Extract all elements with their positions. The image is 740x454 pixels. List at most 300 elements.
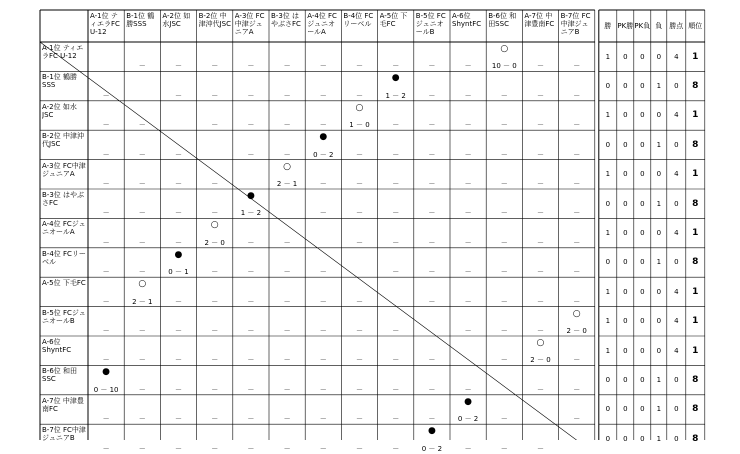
match-cell <box>233 424 269 453</box>
match-cell <box>378 424 414 453</box>
match-empty-mark: － <box>355 415 363 424</box>
match-cell <box>559 395 595 424</box>
match-cell <box>269 218 305 247</box>
match-cell <box>124 395 160 424</box>
match-empty-mark: － <box>211 415 219 424</box>
stat-value: 0 <box>674 376 679 385</box>
match-cell <box>88 130 124 159</box>
match-empty-mark: － <box>500 121 508 130</box>
match-result-mark: ● <box>464 396 473 407</box>
self-match-cell <box>486 365 522 394</box>
match-empty-mark: － <box>392 209 400 218</box>
match-cell <box>124 160 160 189</box>
match-result-mark: ○ <box>283 161 292 172</box>
stat-value: 1 <box>656 140 662 149</box>
match-empty-mark: － <box>536 326 544 335</box>
stat-value: 0 <box>605 405 611 414</box>
match-empty-mark: － <box>428 179 436 188</box>
match-cell <box>269 277 305 306</box>
match-cell <box>341 160 377 189</box>
match-cell <box>559 277 595 306</box>
match-cell <box>559 336 595 365</box>
match-empty-mark: － <box>392 415 400 424</box>
stat-value: 0 <box>640 346 645 355</box>
match-empty-mark: － <box>355 62 363 71</box>
match-cell <box>450 395 486 424</box>
match-cell <box>160 248 196 277</box>
rank-value: 8 <box>692 81 699 92</box>
match-cell <box>341 42 377 71</box>
stat-value: 0 <box>674 434 679 443</box>
stat-value: 0 <box>640 229 645 238</box>
stat-value: 0 <box>640 405 645 414</box>
stat-value: 0 <box>656 52 662 61</box>
match-empty-mark: － <box>319 121 327 130</box>
match-empty-mark: － <box>392 238 400 247</box>
match-empty-mark: － <box>428 415 436 424</box>
stat-value: 1 <box>605 317 611 326</box>
match-empty-mark: － <box>319 91 327 100</box>
rank-value: 1 <box>692 51 699 62</box>
match-cell <box>486 101 522 130</box>
match-empty-mark: － <box>102 209 110 218</box>
match-empty-mark: － <box>247 121 255 130</box>
stat-value: 0 <box>605 82 611 91</box>
match-cell <box>233 395 269 424</box>
match-empty-mark: － <box>319 209 327 218</box>
match-cell <box>341 218 377 247</box>
match-cell <box>450 424 486 453</box>
stat-value: 0 <box>656 287 662 296</box>
match-empty-mark: － <box>464 297 472 306</box>
rank-value: 1 <box>692 345 699 356</box>
match-cell <box>269 71 305 100</box>
stat-value: 0 <box>605 258 611 267</box>
match-cell <box>197 101 233 130</box>
match-empty-mark: － <box>174 444 182 453</box>
match-empty-mark: － <box>102 179 110 188</box>
match-score: 2 － 1 <box>276 179 298 188</box>
match-cell <box>233 71 269 100</box>
match-cell <box>269 101 305 130</box>
match-empty-mark: － <box>536 268 544 277</box>
match-cell <box>269 336 305 365</box>
self-match-cell <box>378 277 414 306</box>
self-match-cell <box>233 160 269 189</box>
match-cell <box>305 277 341 306</box>
self-match-cell <box>414 307 450 336</box>
match-empty-mark: － <box>319 268 327 277</box>
match-cell <box>450 277 486 306</box>
match-cell <box>414 395 450 424</box>
self-match-cell <box>305 218 341 247</box>
match-cell <box>88 160 124 189</box>
rank-value: 1 <box>692 110 699 121</box>
match-empty-mark: － <box>500 356 508 365</box>
match-cell <box>522 336 558 365</box>
match-result-mark: ○ <box>355 102 364 113</box>
stat-value: 4 <box>674 317 679 326</box>
rank-value: 1 <box>692 286 699 297</box>
stat-value: 0 <box>605 376 611 385</box>
match-cell <box>486 424 522 453</box>
match-empty-mark: － <box>174 150 182 159</box>
match-empty-mark: － <box>392 121 400 130</box>
match-cell <box>559 160 595 189</box>
match-cell <box>522 71 558 100</box>
match-empty-mark: － <box>428 91 436 100</box>
stat-value: 1 <box>605 170 611 179</box>
match-empty-mark: － <box>464 238 472 247</box>
match-cell <box>414 277 450 306</box>
stat-value: 0 <box>623 434 628 443</box>
match-empty-mark: － <box>102 415 110 424</box>
match-empty-mark: － <box>500 150 508 159</box>
match-cell <box>522 277 558 306</box>
match-empty-mark: － <box>355 150 363 159</box>
stat-value: 0 <box>656 317 662 326</box>
column-header-team: B-5位 FCジュニオールB <box>415 12 446 36</box>
match-empty-mark: － <box>174 356 182 365</box>
match-cell <box>124 42 160 71</box>
stat-value: 0 <box>640 199 645 208</box>
match-empty-mark: － <box>138 62 146 71</box>
match-empty-mark: － <box>174 326 182 335</box>
stat-value: 0 <box>640 82 645 91</box>
rank-value: 8 <box>692 433 699 444</box>
match-result-mark: ○ <box>138 279 147 290</box>
rank-value: 8 <box>692 404 699 415</box>
match-empty-mark: － <box>573 356 581 365</box>
match-empty-mark: － <box>355 179 363 188</box>
stat-value: 4 <box>674 229 679 238</box>
match-empty-mark: － <box>102 150 110 159</box>
match-cell <box>197 307 233 336</box>
match-empty-mark: － <box>247 385 255 394</box>
match-cell <box>559 365 595 394</box>
match-cell <box>559 248 595 277</box>
row-header-team: B-3位 はやぶさFC <box>42 191 85 207</box>
stat-value: 1 <box>656 434 662 443</box>
match-empty-mark: － <box>283 150 291 159</box>
match-empty-mark: － <box>174 297 182 306</box>
match-empty-mark: － <box>392 356 400 365</box>
match-score: 0 － 2 <box>313 150 334 159</box>
match-cell <box>378 307 414 336</box>
column-header-team: B-4位 FCリーベル <box>343 12 374 28</box>
match-cell <box>124 277 160 306</box>
match-cell <box>414 365 450 394</box>
match-empty-mark: － <box>138 444 146 453</box>
match-score: 2 － 1 <box>132 297 153 306</box>
self-match-cell <box>197 130 233 159</box>
match-cell <box>486 160 522 189</box>
match-cell <box>124 336 160 365</box>
match-cell <box>450 160 486 189</box>
column-header-team: A-5位 下毛FC <box>379 12 408 28</box>
stat-value: 0 <box>623 346 628 355</box>
match-empty-mark: － <box>573 268 581 277</box>
row-header-team: B-2位 中津沖代JSC <box>42 132 85 149</box>
match-empty-mark: － <box>283 385 291 394</box>
rank-value: 8 <box>692 139 699 150</box>
row-header-team: A-1位 ティエラFC U-12 <box>42 44 84 60</box>
stat-value: 0 <box>674 199 679 208</box>
match-empty-mark: － <box>464 268 472 277</box>
column-header-team: B-7位 FC中津ジュニアB <box>560 12 591 36</box>
stat-value: 1 <box>605 287 611 296</box>
match-empty-mark: － <box>174 238 182 247</box>
match-empty-mark: － <box>319 297 327 306</box>
match-empty-mark: － <box>573 150 581 159</box>
stat-value: 4 <box>674 346 679 355</box>
stat-header: 順位 <box>688 22 703 30</box>
match-empty-mark: － <box>355 444 363 453</box>
row-header-team: B-7位 FC中津ジュニアB <box>42 426 86 443</box>
match-cell <box>378 160 414 189</box>
match-empty-mark: － <box>138 356 146 365</box>
match-empty-mark: － <box>536 297 544 306</box>
match-cell <box>378 365 414 394</box>
match-cell <box>414 336 450 365</box>
match-cell <box>414 189 450 218</box>
match-empty-mark: － <box>247 91 255 100</box>
self-match-cell <box>559 424 595 453</box>
match-cell <box>233 307 269 336</box>
match-empty-mark: － <box>319 326 327 335</box>
match-cell <box>160 160 196 189</box>
stat-value: 1 <box>605 346 611 355</box>
match-cell <box>486 307 522 336</box>
match-cell <box>305 42 341 71</box>
stat-value: 0 <box>640 376 645 385</box>
match-cell <box>197 189 233 218</box>
stat-value: 0 <box>605 140 611 149</box>
match-result-mark: ○ <box>572 308 581 319</box>
match-cell <box>305 160 341 189</box>
match-empty-mark: － <box>138 415 146 424</box>
match-cell <box>486 130 522 159</box>
stat-value: 0 <box>674 140 679 149</box>
stat-header: PK負 <box>634 22 651 30</box>
match-cell <box>414 160 450 189</box>
match-empty-mark: － <box>283 121 291 130</box>
stat-value: 0 <box>623 140 628 149</box>
stat-header: 負 <box>655 22 663 30</box>
stat-header: PK勝 <box>617 22 634 30</box>
match-cell <box>341 365 377 394</box>
self-match-cell <box>88 42 124 71</box>
match-empty-mark: － <box>573 91 581 100</box>
stat-value: 0 <box>640 111 645 120</box>
match-empty-mark: － <box>211 326 219 335</box>
match-empty-mark: － <box>428 150 436 159</box>
match-empty-mark: － <box>500 209 508 218</box>
match-cell <box>124 189 160 218</box>
match-score: 0 － 1 <box>168 268 189 277</box>
match-empty-mark: － <box>247 150 255 159</box>
self-match-cell <box>522 395 558 424</box>
stat-value: 0 <box>623 111 628 120</box>
rank-value: 1 <box>692 228 699 239</box>
stat-value: 0 <box>656 111 662 120</box>
match-empty-mark: － <box>464 91 472 100</box>
match-empty-mark: － <box>464 121 472 130</box>
match-cell <box>486 277 522 306</box>
self-match-cell <box>124 71 160 100</box>
match-result-mark: ○ <box>210 220 219 231</box>
match-cell <box>269 248 305 277</box>
match-cell <box>124 218 160 247</box>
stat-value: 0 <box>623 258 628 267</box>
match-cell <box>559 42 595 71</box>
stat-value: 0 <box>656 229 662 238</box>
match-cell <box>486 248 522 277</box>
match-cell <box>197 248 233 277</box>
match-cell <box>88 189 124 218</box>
match-cell <box>124 424 160 453</box>
match-empty-mark: － <box>211 121 219 130</box>
match-cell <box>197 336 233 365</box>
stat-value: 4 <box>674 170 679 179</box>
match-cell <box>486 218 522 247</box>
match-empty-mark: － <box>319 385 327 394</box>
stat-value: 0 <box>623 405 628 414</box>
match-cell <box>559 307 595 336</box>
match-cell <box>450 71 486 100</box>
match-empty-mark: － <box>573 297 581 306</box>
rank-value: 8 <box>692 257 699 268</box>
match-cell <box>414 130 450 159</box>
match-score: 0 － 2 <box>457 415 479 424</box>
match-cell <box>486 71 522 100</box>
match-cell <box>559 101 595 130</box>
match-empty-mark: － <box>283 268 291 277</box>
match-cell <box>197 365 233 394</box>
stat-header: 勝 <box>604 22 612 30</box>
match-cell <box>378 248 414 277</box>
stat-value: 1 <box>605 52 611 61</box>
column-header-team: A-4位 FCジュニオールA <box>307 12 337 36</box>
match-cell <box>341 277 377 306</box>
match-empty-mark: － <box>500 326 508 335</box>
stat-value: 4 <box>674 52 679 61</box>
match-empty-mark: － <box>500 238 508 247</box>
row-header-team: A-4位 FCジュニオールA <box>42 220 86 237</box>
match-cell <box>160 130 196 159</box>
stat-value: 0 <box>640 258 645 267</box>
match-empty-mark: － <box>536 209 544 218</box>
column-header-team: B-6位 和田SSC <box>488 12 517 28</box>
match-cell <box>124 101 160 130</box>
match-cell <box>233 130 269 159</box>
match-cell <box>450 130 486 159</box>
match-cell <box>378 395 414 424</box>
match-empty-mark: － <box>500 91 508 100</box>
stat-value: 0 <box>656 170 662 179</box>
rank-value: 8 <box>692 375 699 386</box>
match-empty-mark: － <box>355 91 363 100</box>
match-result-mark: ○ <box>536 338 545 348</box>
match-cell <box>450 365 486 394</box>
match-cell <box>305 395 341 424</box>
match-result-mark: ● <box>319 132 328 143</box>
match-empty-mark: － <box>428 209 436 218</box>
match-cell <box>341 71 377 100</box>
match-empty-mark: － <box>138 150 146 159</box>
stat-value: 0 <box>605 199 611 208</box>
match-empty-mark: － <box>283 326 291 335</box>
stat-value: 0 <box>640 140 645 149</box>
match-empty-mark: － <box>319 179 327 188</box>
match-cell <box>341 336 377 365</box>
match-cell <box>233 42 269 71</box>
rank-value: 1 <box>692 169 699 180</box>
match-cell <box>378 130 414 159</box>
match-result-mark: ● <box>391 73 400 84</box>
stat-value: 1 <box>605 111 611 120</box>
match-cell <box>233 365 269 394</box>
match-cell <box>305 365 341 394</box>
match-result-mark: ● <box>102 367 111 378</box>
match-cell <box>522 307 558 336</box>
match-empty-mark: － <box>174 385 182 394</box>
match-empty-mark: － <box>174 415 182 424</box>
match-cell <box>233 277 269 306</box>
match-cell <box>269 365 305 394</box>
match-empty-mark: － <box>536 150 544 159</box>
match-empty-mark: － <box>573 238 581 247</box>
stat-value: 0 <box>674 258 679 267</box>
match-empty-mark: － <box>464 326 472 335</box>
match-score: 1 － 2 <box>385 91 406 100</box>
rank-value: 1 <box>692 316 699 327</box>
match-cell <box>88 424 124 453</box>
match-empty-mark: － <box>247 297 255 306</box>
row-header-team: A-3位 FC中津ジュニアA <box>42 161 86 178</box>
match-cell <box>160 277 196 306</box>
match-score: 2 － 0 <box>566 326 587 335</box>
match-cell <box>160 71 196 100</box>
match-empty-mark: － <box>500 268 508 277</box>
match-cell <box>233 101 269 130</box>
match-cell <box>269 130 305 159</box>
stat-value: 0 <box>623 52 628 61</box>
match-cell <box>197 277 233 306</box>
match-empty-mark: － <box>283 356 291 365</box>
stat-value: 0 <box>605 434 611 443</box>
match-empty-mark: － <box>464 385 472 394</box>
match-empty-mark: － <box>138 326 146 335</box>
match-cell <box>233 189 269 218</box>
match-cell <box>197 71 233 100</box>
match-empty-mark: － <box>174 91 182 100</box>
stat-value: 0 <box>640 434 645 443</box>
match-cell <box>233 248 269 277</box>
match-cell <box>559 71 595 100</box>
row-header-team: A-5位 下毛FC <box>42 279 86 288</box>
match-empty-mark: － <box>283 238 291 247</box>
stat-value: 4 <box>674 111 679 120</box>
match-empty-mark: － <box>392 268 400 277</box>
match-empty-mark: － <box>428 62 436 71</box>
stat-value: 0 <box>674 82 679 91</box>
match-cell <box>522 101 558 130</box>
match-empty-mark: － <box>392 62 400 71</box>
match-cell <box>160 189 196 218</box>
match-cell <box>124 130 160 159</box>
match-empty-mark: － <box>573 209 581 218</box>
